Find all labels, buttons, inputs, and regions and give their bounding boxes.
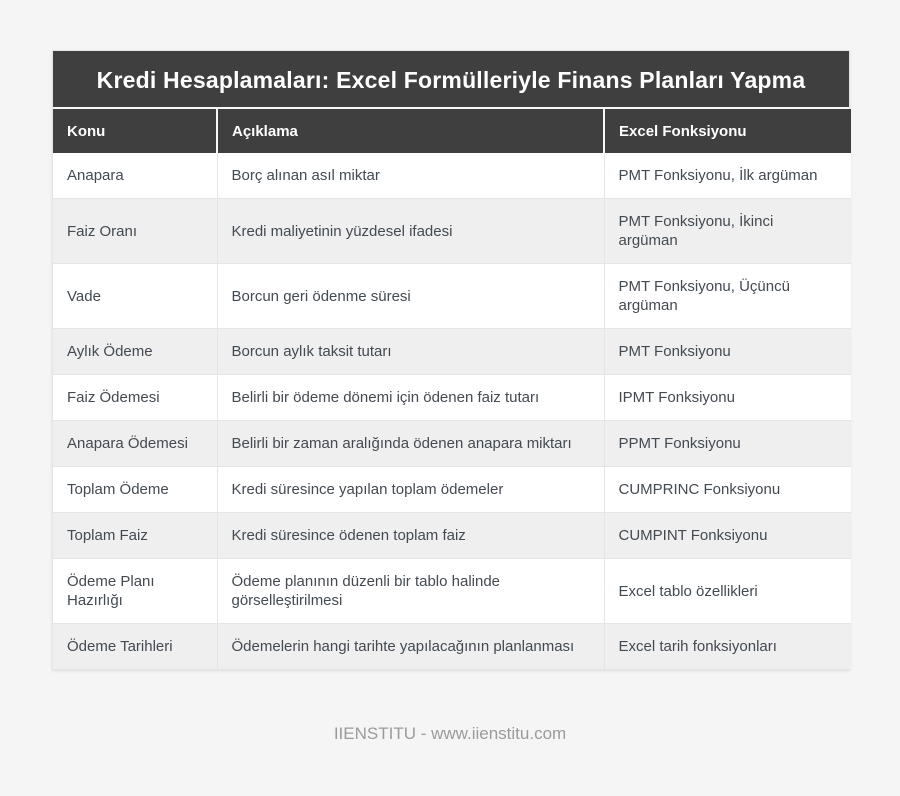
credit-calculations-table — [52, 50, 850, 670]
cell-aciklama: Ödeme planının düzenli bir tablo halinde görselleştirilmesi — [217, 559, 604, 624]
cell-konu: Ödeme Tarihleri — [53, 624, 217, 670]
cell-aciklama: Kredi süresince yapılan toplam ödemeler — [217, 467, 604, 513]
cell-fonksiyon: PMT Fonksiyonu, İlk argüman — [604, 153, 851, 199]
table-row — [53, 559, 851, 624]
cell-aciklama: Ödemelerin hangi tarihte yapılacağının planlanması — [217, 624, 604, 670]
cell-fonksiyon: IPMT Fonksiyonu — [604, 375, 851, 421]
table-row — [53, 264, 851, 329]
cell-fonksiyon: CUMPRINC Fonksiyonu — [604, 467, 851, 513]
cell-aciklama: Borcun aylık taksit tutarı — [217, 329, 604, 375]
cell-aciklama: Kredi süresince ödenen toplam faiz — [217, 513, 604, 559]
cell-aciklama: Borç alınan asıl miktar — [217, 153, 604, 199]
cell-aciklama: Borcun geri ödenme süresi — [217, 264, 604, 329]
cell-konu: Vade — [53, 264, 217, 329]
table-body — [53, 153, 851, 669]
cell-konu: Ödeme Planı Hazırlığı — [53, 559, 217, 624]
column-header-excel-fonksiyonu: Excel Fonksiyonu — [604, 109, 851, 153]
cell-konu: Faiz Oranı — [53, 199, 217, 264]
cell-fonksiyon: PMT Fonksiyonu, İkinci argüman — [604, 199, 851, 264]
cell-fonksiyon: PMT Fonksiyonu, Üçüncü argüman — [604, 264, 851, 329]
column-header-konu: Konu — [53, 109, 217, 153]
table-row — [53, 199, 851, 264]
cell-konu: Aylık Ödeme — [53, 329, 217, 375]
cell-fonksiyon: Excel tablo özellikleri — [604, 559, 851, 624]
cell-fonksiyon: PPMT Fonksiyonu — [604, 421, 851, 467]
table-row — [53, 467, 851, 513]
cell-konu: Toplam Ödeme — [53, 467, 217, 513]
cell-konu: Toplam Faiz — [53, 513, 217, 559]
column-header-aciklama: Açıklama — [217, 109, 604, 153]
footer-credit: IIENSTITU - www.iienstitu.com — [333, 724, 567, 743]
table-header — [53, 109, 851, 153]
cell-konu: Anapara Ödemesi — [53, 421, 217, 467]
cell-fonksiyon: PMT Fonksiyonu — [604, 329, 851, 375]
table-row — [53, 329, 851, 375]
table-row — [53, 624, 851, 670]
table-row — [53, 513, 851, 559]
data-table — [53, 109, 851, 669]
cell-aciklama: Belirli bir ödeme dönemi için ödenen faiz tutarı — [217, 375, 604, 421]
table-row — [53, 375, 851, 421]
table-row — [53, 153, 851, 199]
cell-konu: Faiz Ödemesi — [53, 375, 217, 421]
table-row — [53, 421, 851, 467]
cell-aciklama: Belirli bir zaman aralığında ödenen anapara miktarı — [217, 421, 604, 467]
cell-aciklama: Kredi maliyetinin yüzdesel ifadesi — [217, 199, 604, 264]
table-title: Kredi Hesaplamaları: Excel Formülleriyle Finans Planları Yapma — [53, 51, 849, 109]
cell-fonksiyon: CUMPINT Fonksiyonu — [604, 513, 851, 559]
cell-fonksiyon: Excel tarih fonksiyonları — [604, 624, 851, 670]
cell-konu: Anapara — [67, 167, 124, 184]
